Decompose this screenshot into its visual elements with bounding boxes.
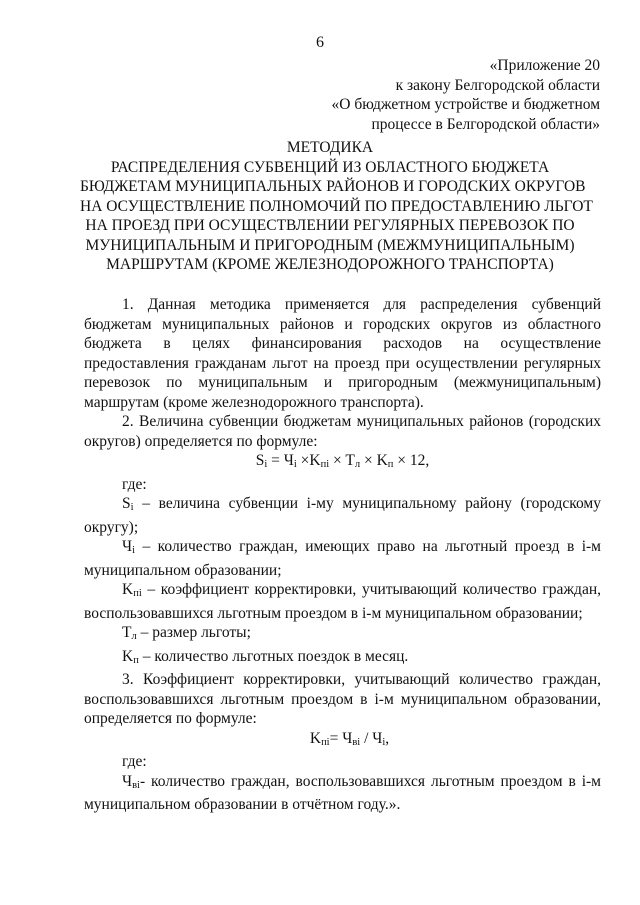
formula-subscript: i xyxy=(382,736,386,748)
title-line: НА ОСУЩЕСТВЛЕНИЕ ПОЛНОМОЧИЙ ПО ПРЕДОСТАВЛЕНИЮ ЛЬГОТ xyxy=(80,197,593,215)
formula-symbol: K xyxy=(309,729,322,747)
formula-subscript: л xyxy=(354,459,361,470)
definition-text: – количество льготных поездок в месяц. xyxy=(138,647,409,665)
formula-tail: , xyxy=(385,729,390,747)
definition-text: – размер льготы; xyxy=(136,624,251,641)
definition-symbol: K xyxy=(122,647,134,665)
formula-tail: × 12, xyxy=(393,452,430,469)
where-label: где: xyxy=(122,753,147,770)
formula-symbol: Ч xyxy=(342,729,353,747)
formula-subscript: вi xyxy=(352,736,361,748)
paragraph-3: 3. Коэффициент корректировки, учитывающий количество граждан, воспользовавшихся льготным проездом в i-м муниципальном образовании, определяется по формуле: xyxy=(84,671,601,727)
title-line: РАСПРЕДЕЛЕНИЯ СУБВЕНЦИЙ ИЗ ОБЛАСТНОГО БЮДЖЕТА xyxy=(110,158,550,176)
formula-symbol: S xyxy=(255,452,265,469)
definition-text: – коэффициент корректировки, учитывающий количество граждан, воспользовавшихся льготным проездом в i-м муниципальном образовании; xyxy=(84,581,601,622)
formula-coefficient xyxy=(84,729,601,753)
definition-symbol: T xyxy=(122,624,132,641)
title-line: НА ПРОЕЗД ПРИ ОСУЩЕСТВЛЕНИИ РЕГУЛЯРНЫХ ПЕРЕВОЗОК ПО xyxy=(85,217,575,234)
definition-subscript: i xyxy=(130,502,134,513)
definition-symbol: Ч xyxy=(122,772,133,790)
document-body xyxy=(84,295,601,815)
formula-subscript: пi xyxy=(321,736,330,748)
formula-symbol: T xyxy=(345,452,355,469)
page-number: 6 xyxy=(316,34,324,51)
definition-kp xyxy=(84,647,601,671)
title-line: МАРШРУТАМ (КРОМЕ ЖЕЛЕЗНОДОРОЖНОГО ТРАНСПОРТА) xyxy=(106,256,554,273)
formula-subscript: пi xyxy=(320,459,330,470)
document-title xyxy=(80,138,593,275)
formula-subscript: i xyxy=(264,459,268,470)
definition-text: – количество граждан, имеющих право на льготный проезд в i-м муниципальном образовании; xyxy=(84,538,601,579)
paragraph-2: 2. Величина субвенции бюджетам муниципальных районов (городских округов) определяется по формуле: xyxy=(84,413,601,450)
definition-symbol: S xyxy=(122,495,131,512)
definition-t xyxy=(84,623,601,647)
formula-operator: / xyxy=(360,729,373,747)
definition-subscript: л xyxy=(131,631,137,642)
definition-s xyxy=(84,494,601,537)
definition-ch xyxy=(84,537,601,580)
title-line: БЮДЖЕТАМ МУНИЦИПАЛЬНЫХ РАЙОНОВ И ГОРОДСКИХ ОКРУГОВ xyxy=(80,178,586,195)
appendix-header xyxy=(240,56,600,134)
appendix-line: к закону Белгородской области xyxy=(395,76,600,94)
formula-symbol: Ч xyxy=(372,729,383,747)
paragraph-1: 1. Данная методика применяется для распределения субвенций бюджетам муниципальных районов и городских округов из областного бюджета в целях финансирования расходов на осуществление предоставления гражданам льгот на проезд при осуществлении регулярных перевозок по муниципальным и пригородным (межмуниципальным) маршрутам (кроме железнодорожного транспорта). xyxy=(84,296,601,411)
formula-subvention xyxy=(84,451,601,475)
definition-subscript: i xyxy=(132,545,135,556)
formula-operator: = xyxy=(267,452,284,469)
definition-subscript: пi xyxy=(133,588,142,599)
definition-subscript: вi xyxy=(132,779,140,791)
definition-symbol: K xyxy=(122,581,134,598)
formula-symbol: Ч xyxy=(283,452,294,469)
definition-text: – величина субвенции i-му муниципальному району (городскому округу); xyxy=(84,495,601,536)
title-line: МЕТОДИКА xyxy=(286,139,374,156)
formula-symbol: K xyxy=(309,452,321,469)
formula-operator: × xyxy=(329,452,346,469)
formula-operator: = xyxy=(329,729,343,747)
appendix-line: «Приложение 20 xyxy=(489,57,600,74)
title-line: МУНИЦИПАЛЬНЫМ И ПРИГОРОДНЫМ (МЕЖМУНИЦИПАЛЬНЫМ) xyxy=(85,236,575,254)
definition-chv xyxy=(84,772,601,815)
formula-operator: × xyxy=(296,452,310,469)
appendix-line: процессе в Белгородской области» xyxy=(371,115,600,133)
definition-text: - количество граждан, воспользовавшихся льготным проездом в i-м муниципальном образовании в отчётном году.». xyxy=(84,772,601,813)
formula-subscript: п xyxy=(387,459,394,470)
formula-symbol: K xyxy=(376,452,388,469)
definition-subscript: п xyxy=(133,654,139,666)
definition-symbol: Ч xyxy=(122,538,133,555)
formula-operator: × xyxy=(360,452,377,469)
where-label: где: xyxy=(122,475,147,493)
definition-k xyxy=(84,580,601,623)
appendix-line: «О бюджетном устройстве и бюджетном xyxy=(331,96,600,113)
formula-subscript: i xyxy=(293,459,297,470)
